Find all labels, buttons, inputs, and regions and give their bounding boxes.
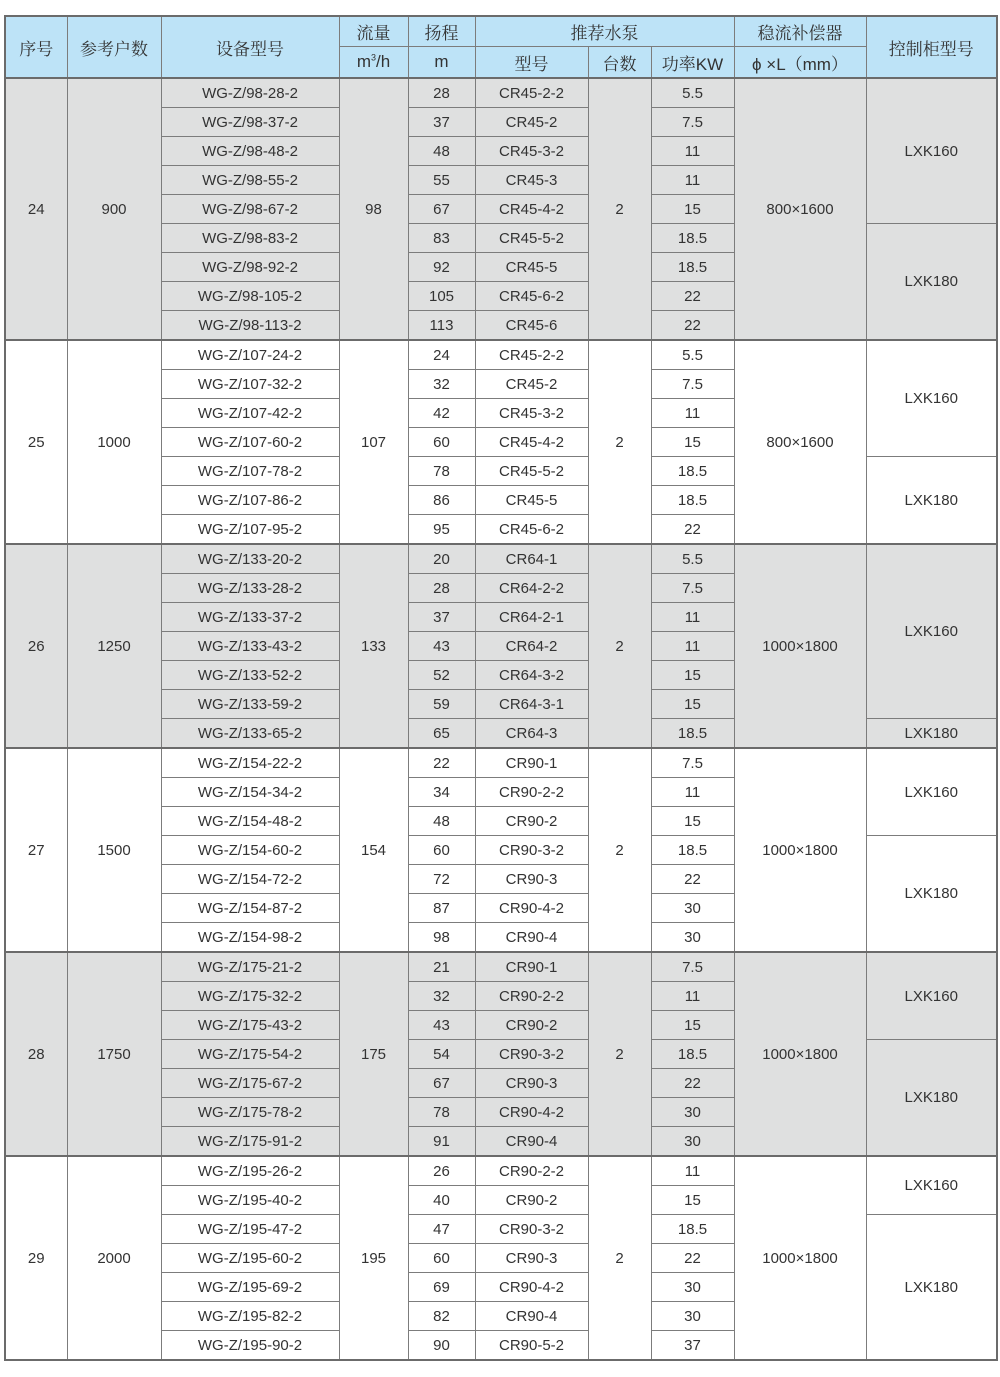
cell-head: 83 <box>408 224 475 253</box>
cell-pump-model: CR45-3 <box>475 166 588 195</box>
cell-head: 78 <box>408 457 475 486</box>
table-row <box>5 78 997 108</box>
cell-model: WG-Z/98-105-2 <box>161 282 339 311</box>
cell-cabinet: LXK180 <box>866 1040 997 1157</box>
cell-pump-power: 5.5 <box>651 78 734 108</box>
cell-model: WG-Z/154-34-2 <box>161 778 339 807</box>
cell-head: 48 <box>408 137 475 166</box>
cell-head: 48 <box>408 807 475 836</box>
cell-model: WG-Z/107-32-2 <box>161 370 339 399</box>
cell-pump-power: 15 <box>651 195 734 224</box>
cell-head: 65 <box>408 719 475 749</box>
cell-pump-count: 2 <box>588 340 651 544</box>
cell-pump-power: 11 <box>651 603 734 632</box>
cell-head: 32 <box>408 370 475 399</box>
cell-pump-power: 15 <box>651 807 734 836</box>
cell-pump-power: 22 <box>651 311 734 341</box>
cell-pump-model: CR90-3-2 <box>475 1215 588 1244</box>
cell-cabinet: LXK160 <box>866 78 997 224</box>
cell-pump-count: 2 <box>588 1156 651 1360</box>
cell-head: 98 <box>408 923 475 953</box>
cell-model: WG-Z/133-43-2 <box>161 632 339 661</box>
cell-pump-model: CR90-4-2 <box>475 1273 588 1302</box>
cell-pump-power: 30 <box>651 1302 734 1331</box>
cell-pump-model: CR45-2 <box>475 108 588 137</box>
cell-head: 105 <box>408 282 475 311</box>
cell-head: 59 <box>408 690 475 719</box>
cell-head: 60 <box>408 1244 475 1273</box>
cell-pump-model: CR64-2-1 <box>475 603 588 632</box>
cell-model: WG-Z/98-113-2 <box>161 311 339 341</box>
cell-model: WG-Z/107-95-2 <box>161 515 339 545</box>
cell-model: WG-Z/195-90-2 <box>161 1331 339 1361</box>
table-header <box>5 16 997 78</box>
cell-pump-model: CR45-5-2 <box>475 457 588 486</box>
cell-head: 67 <box>408 195 475 224</box>
cell-pump-model: CR90-5-2 <box>475 1331 588 1361</box>
cell-head: 113 <box>408 311 475 341</box>
cell-model: WG-Z/98-83-2 <box>161 224 339 253</box>
cell-pump-count: 2 <box>588 544 651 748</box>
cell-head: 32 <box>408 982 475 1011</box>
cell-pump-model: CR90-1 <box>475 952 588 982</box>
table-row <box>5 340 997 370</box>
cell-compensator: 800×1600 <box>734 78 866 340</box>
cell-pump-power: 15 <box>651 1186 734 1215</box>
cell-cabinet: LXK180 <box>866 457 997 545</box>
cell-pump-power: 7.5 <box>651 370 734 399</box>
cell-pump-power: 18.5 <box>651 457 734 486</box>
cell-pump-power: 18.5 <box>651 224 734 253</box>
cell-flow: 154 <box>339 748 408 952</box>
cell-head: 55 <box>408 166 475 195</box>
cell-pump-power: 18.5 <box>651 719 734 749</box>
cell-pump-power: 30 <box>651 923 734 953</box>
cell-head: 69 <box>408 1273 475 1302</box>
cell-cabinet: LXK160 <box>866 952 997 1040</box>
cell-pump-model: CR45-5 <box>475 486 588 515</box>
cell-model: WG-Z/195-47-2 <box>161 1215 339 1244</box>
cell-model: WG-Z/133-28-2 <box>161 574 339 603</box>
cell-cabinet: LXK180 <box>866 836 997 953</box>
cell-compensator: 800×1600 <box>734 340 866 544</box>
cell-pump-power: 15 <box>651 1011 734 1040</box>
cell-pump-power: 37 <box>651 1331 734 1361</box>
cell-pump-model: CR90-3-2 <box>475 836 588 865</box>
cell-pump-model: CR90-4 <box>475 1127 588 1157</box>
cell-model: WG-Z/98-92-2 <box>161 253 339 282</box>
col-pump-power: 功率KW <box>651 47 734 79</box>
cell-cabinet: LXK160 <box>866 1156 997 1215</box>
cell-pump-power: 7.5 <box>651 748 734 778</box>
cell-flow: 175 <box>339 952 408 1156</box>
cell-pump-power: 11 <box>651 778 734 807</box>
cell-pump-power: 7.5 <box>651 574 734 603</box>
cell-seq: 24 <box>5 78 67 340</box>
cell-pump-power: 30 <box>651 1098 734 1127</box>
cell-head: 28 <box>408 78 475 108</box>
cell-model: WG-Z/107-42-2 <box>161 399 339 428</box>
table-body <box>5 78 997 1360</box>
cell-cabinet: LXK180 <box>866 719 997 749</box>
col-compensator-unit: ϕ ×L（mm） <box>734 47 866 79</box>
cell-pump-count: 2 <box>588 78 651 340</box>
cell-pump-model: CR64-3-1 <box>475 690 588 719</box>
cell-pump-model: CR45-3-2 <box>475 399 588 428</box>
cell-seq: 28 <box>5 952 67 1156</box>
cell-pump-model: CR90-2 <box>475 1186 588 1215</box>
col-cabinet: 控制柜型号 <box>866 16 997 78</box>
cell-head: 67 <box>408 1069 475 1098</box>
cell-model: WG-Z/154-48-2 <box>161 807 339 836</box>
cell-compensator: 1000×1800 <box>734 748 866 952</box>
cell-pump-power: 11 <box>651 982 734 1011</box>
cell-pump-power: 11 <box>651 166 734 195</box>
cell-pump-power: 30 <box>651 894 734 923</box>
cell-model: WG-Z/175-91-2 <box>161 1127 339 1157</box>
cell-head: 20 <box>408 544 475 574</box>
col-head: 扬程 <box>408 16 475 47</box>
cell-households: 1750 <box>67 952 161 1156</box>
cell-flow: 107 <box>339 340 408 544</box>
col-households: 参考户数 <box>67 16 161 78</box>
cell-model: WG-Z/107-86-2 <box>161 486 339 515</box>
cell-pump-model: CR45-4-2 <box>475 195 588 224</box>
cell-pump-power: 22 <box>651 1069 734 1098</box>
table-row <box>5 952 997 982</box>
cell-pump-model: CR90-2 <box>475 807 588 836</box>
col-seq: 序号 <box>5 16 67 78</box>
cell-model: WG-Z/133-37-2 <box>161 603 339 632</box>
cell-model: WG-Z/107-24-2 <box>161 340 339 370</box>
cell-cabinet: LXK180 <box>866 224 997 341</box>
cell-model: WG-Z/195-40-2 <box>161 1186 339 1215</box>
cell-head: 40 <box>408 1186 475 1215</box>
cell-head: 90 <box>408 1331 475 1361</box>
cell-head: 72 <box>408 865 475 894</box>
cell-pump-model: CR64-2-2 <box>475 574 588 603</box>
table-row <box>5 1156 997 1186</box>
cell-pump-model: CR45-2-2 <box>475 78 588 108</box>
cell-model: WG-Z/154-22-2 <box>161 748 339 778</box>
cell-pump-model: CR64-2 <box>475 632 588 661</box>
table-row <box>5 544 997 574</box>
cell-model: WG-Z/133-52-2 <box>161 661 339 690</box>
cell-model: WG-Z/154-72-2 <box>161 865 339 894</box>
cell-pump-model: CR45-5-2 <box>475 224 588 253</box>
col-recommended-pump: 推荐水泵 <box>475 16 734 47</box>
col-head-unit: m <box>408 47 475 79</box>
cell-pump-model: CR45-6-2 <box>475 515 588 545</box>
cell-model: WG-Z/175-78-2 <box>161 1098 339 1127</box>
cell-pump-power: 5.5 <box>651 544 734 574</box>
cell-pump-power: 11 <box>651 137 734 166</box>
col-flow: 流量 <box>339 16 408 47</box>
cell-pump-model: CR45-6 <box>475 311 588 341</box>
cell-pump-model: CR90-3 <box>475 1244 588 1273</box>
cell-pump-model: CR64-1 <box>475 544 588 574</box>
col-model: 设备型号 <box>161 16 339 78</box>
cell-compensator: 1000×1800 <box>734 1156 866 1360</box>
cell-pump-model: CR90-2-2 <box>475 1156 588 1186</box>
cell-model: WG-Z/175-43-2 <box>161 1011 339 1040</box>
cell-model: WG-Z/154-98-2 <box>161 923 339 953</box>
cell-flow: 195 <box>339 1156 408 1360</box>
cell-pump-model: CR90-2 <box>475 1011 588 1040</box>
cell-model: WG-Z/98-67-2 <box>161 195 339 224</box>
cell-pump-count: 2 <box>588 952 651 1156</box>
cell-pump-power: 22 <box>651 865 734 894</box>
cell-head: 54 <box>408 1040 475 1069</box>
cell-head: 91 <box>408 1127 475 1157</box>
cell-model: WG-Z/98-37-2 <box>161 108 339 137</box>
cell-model: WG-Z/133-65-2 <box>161 719 339 749</box>
cell-pump-power: 11 <box>651 1156 734 1186</box>
cell-pump-model: CR45-4-2 <box>475 428 588 457</box>
cell-cabinet: LXK160 <box>866 340 997 457</box>
cell-model: WG-Z/175-32-2 <box>161 982 339 1011</box>
cell-pump-power: 5.5 <box>651 340 734 370</box>
cell-flow: 133 <box>339 544 408 748</box>
cell-head: 43 <box>408 632 475 661</box>
cell-head: 60 <box>408 428 475 457</box>
cell-pump-count: 2 <box>588 748 651 952</box>
cell-pump-power: 18.5 <box>651 1040 734 1069</box>
cell-head: 34 <box>408 778 475 807</box>
cell-pump-model: CR90-3-2 <box>475 1040 588 1069</box>
cell-pump-power: 11 <box>651 399 734 428</box>
cell-seq: 26 <box>5 544 67 748</box>
table-row <box>5 748 997 778</box>
cell-model: WG-Z/154-60-2 <box>161 836 339 865</box>
cell-pump-power: 22 <box>651 282 734 311</box>
cell-pump-model: CR45-5 <box>475 253 588 282</box>
cell-households: 1000 <box>67 340 161 544</box>
cell-pump-model: CR90-4-2 <box>475 1098 588 1127</box>
cell-flow: 98 <box>339 78 408 340</box>
cell-pump-power: 15 <box>651 428 734 457</box>
cell-seq: 27 <box>5 748 67 952</box>
cell-pump-model: CR90-1 <box>475 748 588 778</box>
cell-cabinet: LXK160 <box>866 544 997 719</box>
cell-compensator: 1000×1800 <box>734 952 866 1156</box>
cell-head: 37 <box>408 108 475 137</box>
cell-head: 52 <box>408 661 475 690</box>
cell-pump-model: CR90-4-2 <box>475 894 588 923</box>
equipment-selection-table <box>4 15 998 1361</box>
cell-pump-power: 18.5 <box>651 1215 734 1244</box>
cell-head: 95 <box>408 515 475 545</box>
cell-cabinet: LXK160 <box>866 748 997 836</box>
cell-pump-model: CR64-3-2 <box>475 661 588 690</box>
cell-head: 42 <box>408 399 475 428</box>
cell-pump-power: 7.5 <box>651 108 734 137</box>
cell-model: WG-Z/195-82-2 <box>161 1302 339 1331</box>
cell-model: WG-Z/175-67-2 <box>161 1069 339 1098</box>
cell-seq: 25 <box>5 340 67 544</box>
cell-households: 2000 <box>67 1156 161 1360</box>
cell-head: 60 <box>408 836 475 865</box>
cell-pump-power: 18.5 <box>651 836 734 865</box>
cell-head: 26 <box>408 1156 475 1186</box>
cell-model: WG-Z/98-28-2 <box>161 78 339 108</box>
cell-head: 82 <box>408 1302 475 1331</box>
cell-pump-power: 7.5 <box>651 952 734 982</box>
cell-pump-model: CR90-3 <box>475 865 588 894</box>
cell-pump-power: 18.5 <box>651 253 734 282</box>
cell-households: 900 <box>67 78 161 340</box>
cell-model: WG-Z/133-20-2 <box>161 544 339 574</box>
cell-pump-power: 22 <box>651 515 734 545</box>
cell-pump-model: CR90-3 <box>475 1069 588 1098</box>
col-flow-unit: $m^3/h$ <box>339 47 408 79</box>
cell-head: 47 <box>408 1215 475 1244</box>
cell-pump-power: 18.5 <box>651 486 734 515</box>
cell-model: WG-Z/195-60-2 <box>161 1244 339 1273</box>
cell-compensator: 1000×1800 <box>734 544 866 748</box>
cell-head: 92 <box>408 253 475 282</box>
col-pump-model: 型号 <box>475 47 588 79</box>
cell-pump-model: CR90-2-2 <box>475 778 588 807</box>
cell-model: WG-Z/175-54-2 <box>161 1040 339 1069</box>
cell-model: WG-Z/107-78-2 <box>161 457 339 486</box>
cell-pump-model: CR45-6-2 <box>475 282 588 311</box>
cell-head: 21 <box>408 952 475 982</box>
cell-model: WG-Z/154-87-2 <box>161 894 339 923</box>
cell-model: WG-Z/98-55-2 <box>161 166 339 195</box>
col-pump-count: 台数 <box>588 47 651 79</box>
cell-pump-model: CR64-3 <box>475 719 588 749</box>
cell-head: 78 <box>408 1098 475 1127</box>
cell-pump-model: CR90-4 <box>475 923 588 953</box>
cell-head: 43 <box>408 1011 475 1040</box>
cell-pump-power: 11 <box>651 632 734 661</box>
cell-head: 28 <box>408 574 475 603</box>
cell-pump-power: 30 <box>651 1127 734 1157</box>
cell-head: 87 <box>408 894 475 923</box>
cell-pump-power: 30 <box>651 1273 734 1302</box>
cell-pump-power: 22 <box>651 1244 734 1273</box>
cell-pump-power: 15 <box>651 661 734 690</box>
cell-seq: 29 <box>5 1156 67 1360</box>
cell-model: WG-Z/175-21-2 <box>161 952 339 982</box>
cell-households: 1250 <box>67 544 161 748</box>
cell-model: WG-Z/195-69-2 <box>161 1273 339 1302</box>
cell-pump-model: CR90-4 <box>475 1302 588 1331</box>
cell-head: 22 <box>408 748 475 778</box>
cell-pump-power: 15 <box>651 690 734 719</box>
cell-head: 86 <box>408 486 475 515</box>
cell-head: 37 <box>408 603 475 632</box>
cell-households: 1500 <box>67 748 161 952</box>
cell-model: WG-Z/133-59-2 <box>161 690 339 719</box>
cell-pump-model: CR90-2-2 <box>475 982 588 1011</box>
cell-cabinet: LXK180 <box>866 1215 997 1361</box>
cell-pump-model: CR45-3-2 <box>475 137 588 166</box>
cell-model: WG-Z/98-48-2 <box>161 137 339 166</box>
cell-pump-model: CR45-2 <box>475 370 588 399</box>
cell-head: 24 <box>408 340 475 370</box>
cell-pump-model: CR45-2-2 <box>475 340 588 370</box>
cell-model: WG-Z/107-60-2 <box>161 428 339 457</box>
cell-model: WG-Z/195-26-2 <box>161 1156 339 1186</box>
col-compensator: 稳流补偿器 <box>734 16 866 47</box>
